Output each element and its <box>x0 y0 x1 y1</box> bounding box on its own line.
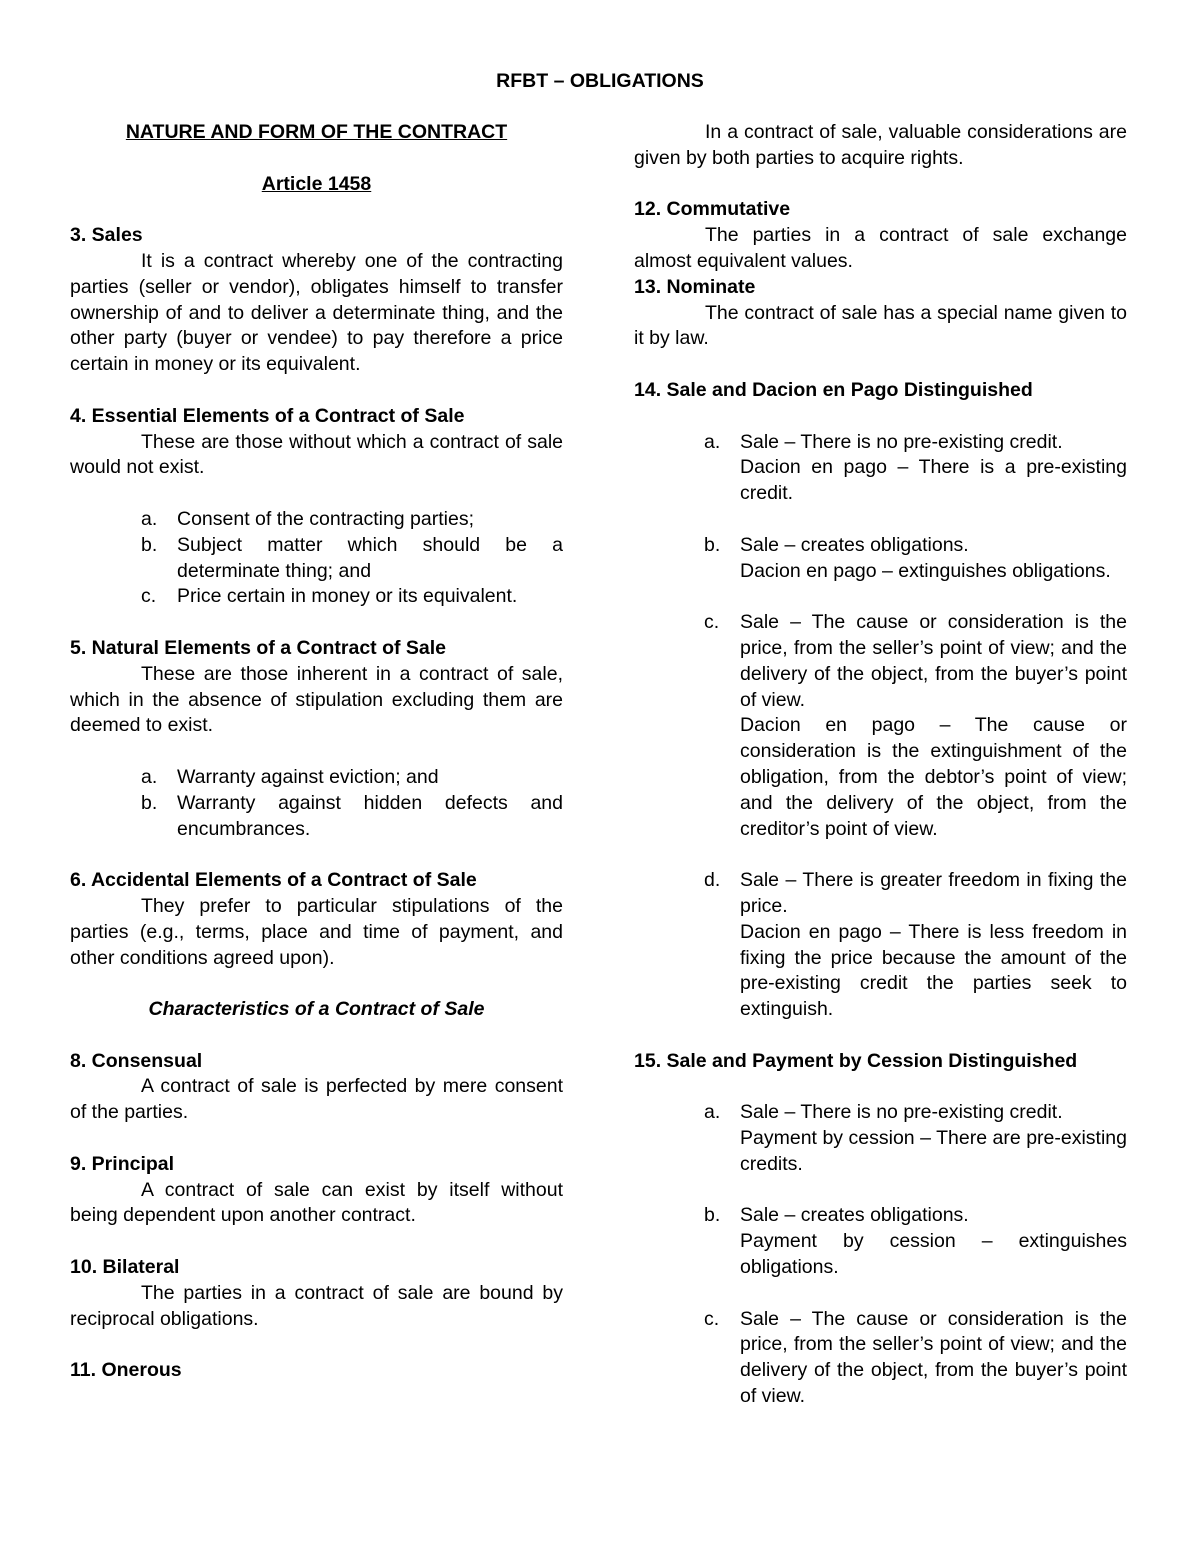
list-item <box>704 1203 1127 1280</box>
sale-text: Sale – There is no pre-existing credit. <box>740 430 1063 453</box>
list-marker: b. <box>141 791 158 814</box>
characteristics-title: Characteristics of a Contract of Sale <box>148 998 485 1021</box>
cession-text: Payment by cession – There are pre-existing credits. <box>740 1127 1127 1175</box>
sale-text: Sale – There is no pre-existing credit. <box>740 1101 1063 1124</box>
list-marker: a. <box>141 765 158 788</box>
essential-elements-list <box>70 507 563 610</box>
cession-heading: 15. Sale and Payment by Cession Distinguished <box>634 1049 1078 1072</box>
list-item-text: Subject matter which should be a determinate thing; and <box>177 533 563 582</box>
list-item <box>704 533 1127 585</box>
list-item <box>704 1100 1127 1177</box>
list-item <box>141 533 563 585</box>
dacion-text: Dacion en pago – There is a pre-existing credit. <box>740 456 1127 505</box>
nominate-body: The contract of sale has a special name given to it by law. <box>634 301 1127 350</box>
dacion-text: Dacion en pago – extinguishes obligations. <box>740 559 1111 582</box>
list-marker: a. <box>704 430 721 453</box>
accidental-elements-heading: 6. Accidental Elements of a Contract of Sale <box>70 869 477 892</box>
consensual-heading: 8. Consensual <box>70 1049 203 1072</box>
list-marker: d. <box>704 869 721 892</box>
list-item-text: Price certain in money or its equivalent. <box>177 585 518 608</box>
list-marker: c. <box>141 585 157 608</box>
list-item-text: Warranty against hidden defects and encumbrances. <box>177 791 563 840</box>
principal-body: A contract of sale can exist by itself without being dependent upon another contract. <box>70 1178 563 1227</box>
list-item <box>141 507 563 533</box>
list-marker: b. <box>704 533 721 556</box>
consensual-body: A contract of sale is perfected by mere consent of the parties. <box>70 1075 563 1124</box>
nominate-heading: 13. Nominate <box>634 275 756 298</box>
list-item <box>141 765 563 791</box>
dacion-text: Dacion en pago – There is less freedom in fixing the price because the amount of the pre-existing credit the parties seek to extinguish. <box>740 920 1127 1021</box>
list-marker: b. <box>141 533 158 556</box>
sales-body: It is a contract whereby one of the contracting parties (seller or vendor), obligates himself to transfer ownership of and to deliver a determinate thing, and the other party (buyer or vendee) to pay therefore a price certain in money or its equivalent. <box>70 249 563 376</box>
accidental-elements-body: They prefer to particular stipulations of the parties (e.g., terms, place and time of payment, and other conditions agreed upon). <box>70 894 563 969</box>
commutative-body: The parties in a contract of sale exchange almost equivalent values. <box>634 224 1127 272</box>
list-item-text: Consent of the contracting parties; <box>177 507 475 530</box>
list-item <box>704 868 1127 1023</box>
list-marker: c. <box>704 611 720 634</box>
list-marker: b. <box>704 1204 721 1227</box>
essential-elements-body: These are those without which a contract of sale would not exist. <box>70 430 563 479</box>
cession-list <box>634 1100 1127 1410</box>
section-title: NATURE AND FORM OF THE CONTRACT <box>125 121 508 143</box>
list-item-text: Warranty against eviction; and <box>177 765 439 788</box>
sale-text: Sale – creates obligations. <box>740 533 969 556</box>
onerous-body: In a contract of sale, valuable considerations are given by both parties to acquire rights. <box>634 121 1127 169</box>
dacion-list <box>634 430 1127 1023</box>
natural-elements-body: These are those inherent in a contract of sale, which in the absence of stipulation excluding them are deemed to exist. <box>70 662 563 737</box>
page-title: RFBT – OBLIGATIONS <box>496 70 704 92</box>
list-item <box>704 610 1127 842</box>
cession-text: Payment by cession – extinguishes obligations. <box>740 1230 1127 1279</box>
sale-text: Sale – There is greater freedom in fixing the price. <box>740 869 1127 917</box>
list-marker: a. <box>704 1101 721 1124</box>
list-item <box>704 430 1127 507</box>
sale-text: Sale – creates obligations. <box>740 1204 969 1227</box>
dacion-heading: 14. Sale and Dacion en Pago Distinguished <box>634 378 1033 401</box>
left-column <box>70 120 563 1384</box>
list-marker: c. <box>704 1307 720 1330</box>
essential-elements-heading: 4. Essential Elements of a Contract of Sale <box>70 404 465 427</box>
sale-text: Sale – The cause or consideration is the price, from the seller’s point of view; and the delivery of the object, from the buyer’s point of view. <box>740 611 1127 711</box>
dacion-text: Dacion en pago – The cause or consideration is the extinguishment of the obligation, from the debtor’s point of view; and the delivery of the object, from the creditor’s point of view. <box>740 714 1127 840</box>
onerous-heading: 11. Onerous <box>70 1359 182 1382</box>
list-item <box>141 584 563 610</box>
natural-elements-heading: 5. Natural Elements of a Contract of Sale <box>70 636 447 659</box>
list-item <box>141 791 563 843</box>
right-column <box>634 120 1127 1410</box>
commutative-heading: 12. Commutative <box>634 198 791 221</box>
sales-heading: 3. Sales <box>70 224 143 247</box>
natural-elements-list <box>70 765 563 842</box>
principal-heading: 9. Principal <box>70 1152 175 1175</box>
list-item <box>704 1307 1127 1410</box>
bilateral-body: The parties in a contract of sale are bound by reciprocal obligations. <box>70 1281 563 1330</box>
list-marker: a. <box>141 507 158 530</box>
bilateral-heading: 10. Bilateral <box>70 1256 180 1279</box>
sale-text: Sale – The cause or consideration is the price, from the seller’s point of view; and the delivery of the object, from the buyer’s point of view. <box>740 1307 1127 1408</box>
article-title: Article 1458 <box>261 172 372 195</box>
